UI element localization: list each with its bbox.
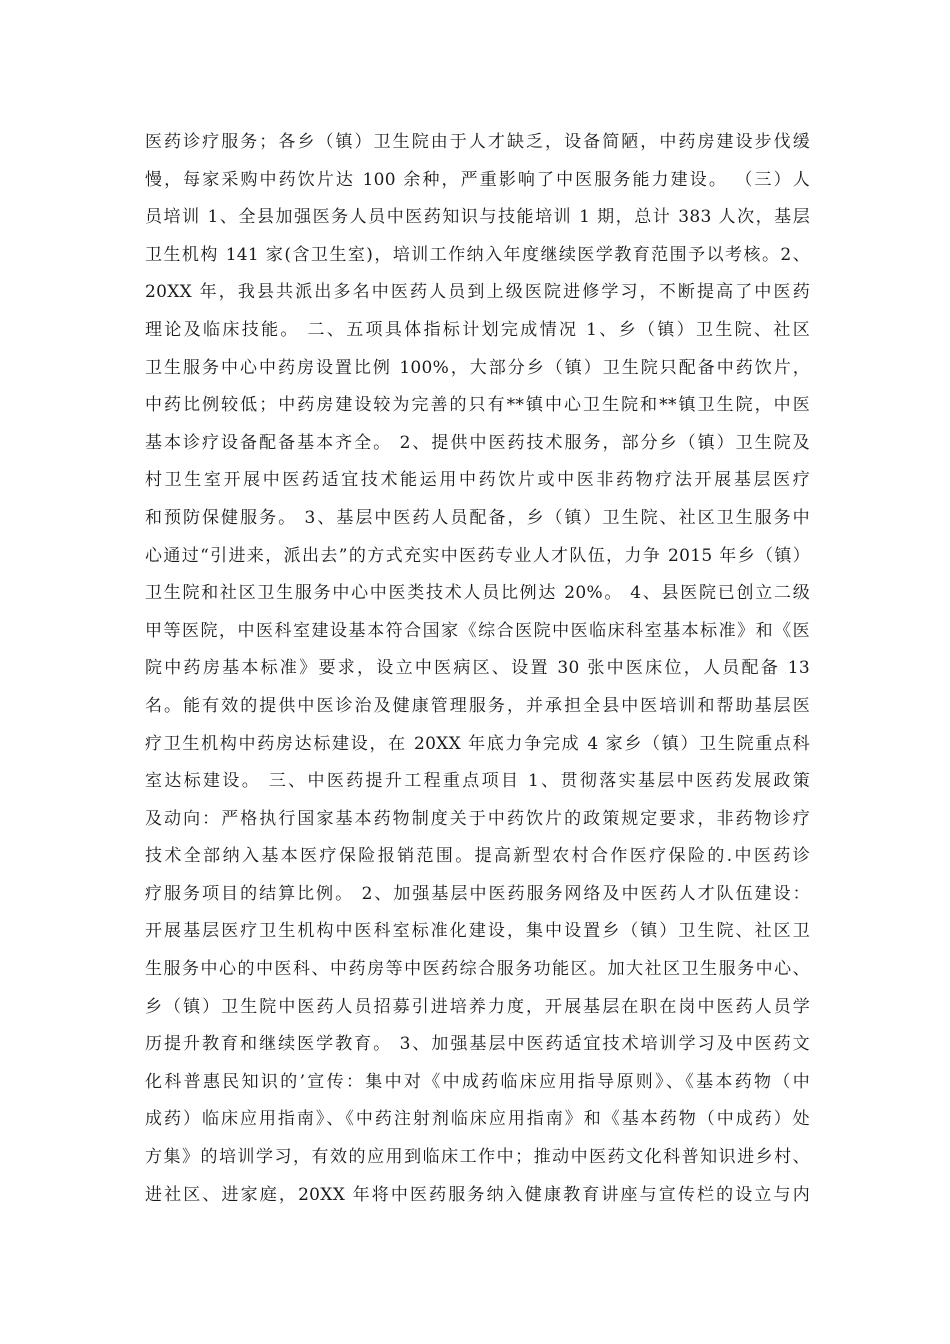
text-line: 方集》的培训学习，有效的应用到临床工作中；推动中医药文化科普知识进乡村、 bbox=[145, 1147, 810, 1168]
text-line: 基本诊疗设备配备基本齐全。 2、提供中医药技术服务，部分乡（镇）卫生院及 bbox=[145, 432, 810, 453]
text-line: 院中药房基本标准》要求，设立中医病区、设置 30 张中医床位，人员配备 13 bbox=[145, 658, 810, 679]
text-line: 疗卫生机构中药房达标建设，在 20XX 年底力争完成 4 家乡（镇）卫生院重点科 bbox=[145, 733, 810, 754]
text-line: 生服务中心的中医科、中药房等中医药综合服务功能区。加大社区卫生服务中心、 bbox=[145, 959, 810, 980]
text-line: 卫生院和社区卫生服务中心中医类技术人员比例达 20%。 4、县医院已创立二级 bbox=[145, 583, 810, 604]
text-line: 化科普惠民知识的’宣传：集中对《中成药临床应用指导原则》、《基本药物（中 bbox=[145, 1071, 810, 1092]
text-line: 心通过“引进来，派出去”的方式充实中医药专业人才队伍，力争 2015 年乡（镇） bbox=[145, 545, 810, 566]
text-line: 医药诊疗服务；各乡（镇）卫生院由于人才缺乏，设备简陋，中药房建设步伐缓 bbox=[145, 132, 810, 152]
text-line: 室达标建设。 三、中医药提升工程重点项目 1、贯彻落实基层中医药发展政策 bbox=[145, 771, 810, 792]
text-line: 20XX 年，我县共派出多名中医药人员到上级医院进修学习，不断提高了中医药 bbox=[145, 282, 810, 303]
text-line: 开展基层医疗卫生机构中医科室标准化建设，集中设置乡（镇）卫生院、社区卫 bbox=[145, 921, 810, 942]
text-line: 甲等医院，中医科室建设基本符合国家《综合医院中医临床科室基本标准》和《医 bbox=[145, 620, 810, 641]
text-line: 卫生服务中心中药房设置比例 100%，大部分乡（镇）卫生院只配备中药饮片， bbox=[145, 357, 810, 378]
text-line: 疗服务项目的结算比例。 2、加强基层中医药服务网络及中医药人才队伍建设： bbox=[145, 883, 810, 904]
text-line: 技术全部纳入基本医疗保险报销范围。提高新型农村合作医疗保险的.中医药诊 bbox=[145, 846, 810, 867]
text-line: 卫生机构 141 家(含卫生室)，培训工作纳入年度继续医学教育范围予以考核。2、 bbox=[145, 244, 810, 265]
text-line: 成药）临床应用指南》、《中药注射剂临床应用指南》和《基本药物（中成药）处 bbox=[145, 1109, 810, 1130]
text-line: 历提升教育和继续医学教育。 3、加强基层中医药适宜技术培训学习及中医药文 bbox=[145, 1034, 810, 1055]
text-line: 进社区、进家庭，20XX 年将中医药服务纳入健康教育讲座与宣传栏的设立与内 bbox=[145, 1184, 810, 1205]
text-line: 中药比例较低；中药房建设较为完善的只有**镇中心卫生院和**镇卫生院，中医 bbox=[145, 395, 810, 416]
text-line: 名。能有效的提供中医诊治及健康管理服务，并承担全县中医培训和帮助基层医 bbox=[145, 695, 810, 716]
text-line: 及动向：严格执行国家基本药物制度关于中药饮片的政策规定要求，非药物诊疗 bbox=[145, 808, 810, 829]
text-line: 慢，每家采购中药饮片达 100 余种，严重影响了中医服务能力建设。 （三）人 bbox=[145, 169, 810, 190]
text-line: 村卫生室开展中医药适宜技术能运用中药饮片或中医非药物疗法开展基层医疗 bbox=[145, 470, 810, 491]
text-line: 员培训 1、全县加强医务人员中医药知识与技能培训 1 期，总计 383 人次，基层 bbox=[145, 207, 810, 228]
text-line: 乡（镇）卫生院中医药人员招募引进培养力度，开展基层在职在岗中医药人员学 bbox=[145, 996, 810, 1017]
text-line: 和预防保健服务。 3、基层中医药人员配备，乡（镇）卫生院、社区卫生服务中 bbox=[145, 507, 810, 528]
text-line: 理论及临床技能。 二、五项具体指标计划完成情况 1、乡（镇）卫生院、社区 bbox=[145, 319, 810, 340]
body-text bbox=[145, 124, 810, 1214]
